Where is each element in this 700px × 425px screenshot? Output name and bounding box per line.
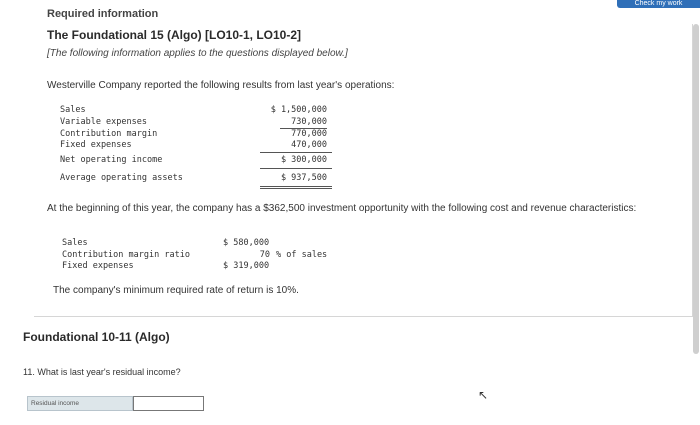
- table-row-suffix: % of sales: [276, 250, 328, 260]
- foundational-title: Foundational 10-11 (Algo): [23, 330, 170, 344]
- info-panel: [34, 24, 693, 317]
- problem-note: [The following information applies to the questions displayed below.]: [47, 48, 348, 59]
- table-row-value: 770,000: [291, 129, 327, 139]
- divider: [260, 168, 332, 169]
- table-row-value: $ 580,000: [223, 238, 270, 248]
- table-row-value: $ 1,500,000: [270, 105, 327, 115]
- problem-title: The Foundational 15 (Algo) [LO10-1, LO10-2]: [47, 28, 302, 42]
- table-row-label: Contribution margin: [60, 129, 158, 139]
- problem-intro: Westerville Company reported the following results from last year's operations:: [47, 80, 395, 91]
- table-row-label: Net operating income: [60, 155, 163, 165]
- residual-income-input[interactable]: [133, 396, 204, 411]
- table-row-value: $ 937,500: [280, 173, 327, 183]
- table-row-value: 730,000: [291, 117, 327, 127]
- opportunity-paragraph: At the beginning of this year, the company has a $362,500 investment opportunity with the following cost and revenue characteristics:: [47, 203, 637, 214]
- required-rate-text: The company's minimum required rate of return is 10%.: [53, 285, 299, 296]
- table-row-label: Sales: [60, 105, 86, 115]
- table-row-label: Fixed expenses: [62, 261, 134, 271]
- table-row-label: Average operating assets: [60, 173, 183, 183]
- divider: [260, 186, 332, 187]
- answer-row: [27, 396, 204, 411]
- table-row-value: 470,000: [291, 140, 327, 150]
- divider: [260, 152, 332, 153]
- table-row-value: 70: [259, 250, 270, 260]
- scrollbar[interactable]: [693, 24, 699, 354]
- table-row-label: Fixed expenses: [60, 140, 132, 150]
- divider: [260, 188, 332, 189]
- table-row-value: $ 300,000: [280, 155, 327, 165]
- answer-label: Residual income: [27, 396, 133, 411]
- required-information-heading: Required information: [47, 8, 159, 20]
- table-row-value: $ 319,000: [223, 261, 270, 271]
- question-text: 11. What is last year's residual income?: [23, 367, 181, 377]
- table-row-label: Sales: [62, 238, 88, 248]
- mouse-cursor-icon: ↖: [478, 388, 489, 402]
- table-row-label: Variable expenses: [60, 117, 147, 127]
- table-row-label: Contribution margin ratio: [62, 250, 190, 260]
- check-my-work-button[interactable]: Check my work: [617, 0, 700, 8]
